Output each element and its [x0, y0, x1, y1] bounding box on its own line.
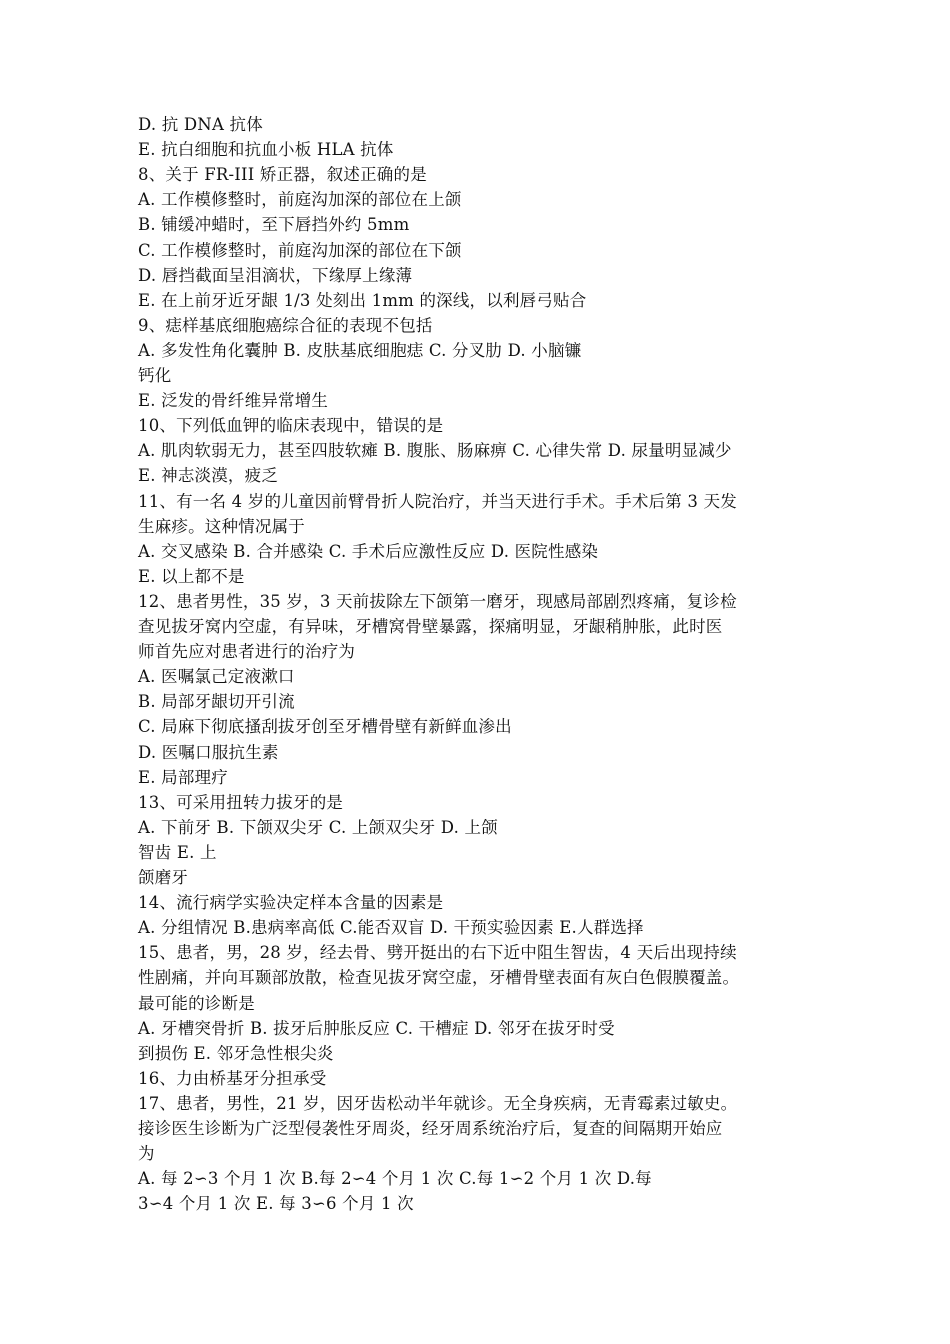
text-line: E. 在上前牙近牙龈 1/3 处刻出 1mm 的深线，以利唇弓贴合: [138, 291, 587, 310]
text-line: 3∽4 个月 1 次 E. 每 3∽6 个月 1 次: [138, 1194, 414, 1213]
text-line: C. 局麻下彻底搔刮拔牙创至牙槽骨壁有新鲜血渗出: [138, 717, 512, 736]
text-line: B. 铺缓冲蜡时，至下唇挡外约 5mm: [138, 215, 410, 234]
text-line: D. 抗 DNA 抗体: [138, 115, 263, 134]
text-line: D. 唇挡截面呈泪滴状，下缘厚上缘薄: [138, 266, 413, 285]
text-line: 15、患者，男，28 岁，经去骨、劈开挺出的右下近中阻生智齿，4 天后出现持续: [138, 943, 737, 962]
text-line: A. 肌肉软弱无力，甚至四肢软瘫 B. 腹胀、肠麻痹 C. 心律失常 D. 尿量明显减少: [138, 441, 732, 460]
text-line: A. 交叉感染 B. 合并感染 C. 手术后应激性反应 D. 医院性感染: [138, 542, 599, 561]
text-line: A. 工作模修整时，前庭沟加深的部位在上颌: [138, 190, 462, 209]
text-line: 16、力由桥基牙分担承受: [138, 1069, 327, 1088]
text-line: E. 抗白细胞和抗血小板 HLA 抗体: [138, 140, 394, 159]
text-line: 11、有一名 4 岁的儿童因前臂骨折人院治疗，并当天进行手术。手术后第 3 天发: [138, 492, 737, 511]
text-line: B. 局部牙龈切开引流: [138, 692, 295, 711]
text-line: 为: [138, 1144, 155, 1163]
text-line: 10、下列低血钾的临床表现中，错误的是: [138, 416, 444, 435]
text-line: 生麻疹。这种情况属于: [138, 517, 305, 536]
text-line: 17、患者，男性，21 岁，因牙齿松动半年就诊。无全身疾病，无青霉素过敏史。: [138, 1094, 738, 1113]
text-line: E. 局部理疗: [138, 768, 228, 787]
text-line: 接诊医生诊断为广泛型侵袭性牙周炎，经牙周系统治疗后，复查的间隔期开始应: [138, 1119, 723, 1138]
text-line: 性剧痛，并向耳颞部放散，检查见拔牙窝空虚，牙槽骨壁表面有灰白色假膜覆盖。: [138, 968, 740, 987]
text-line: 智齿 E. 上: [138, 843, 217, 862]
text-line: A. 每 2∽3 个月 1 次 B.每 2∽4 个月 1 次 C.每 1∽2 个月 1 次 D.每: [138, 1169, 652, 1188]
text-line: 12、患者男性，35 岁，3 天前拔除左下颌第一磨牙，现感局部剧烈疼痛，复诊检: [138, 592, 737, 611]
text-line: E. 神志淡漠，疲乏: [138, 466, 279, 485]
text-line: 师首先应对患者进行的治疗为: [138, 642, 356, 661]
text-line: A. 医嘱氯己定液漱口: [138, 667, 295, 686]
text-line: D. 医嘱口服抗生素: [138, 743, 279, 762]
text-line: A. 下前牙 B. 下颌双尖牙 C. 上颌双尖牙 D. 上颌: [138, 818, 498, 837]
text-line: E. 以上都不是: [138, 567, 245, 586]
text-line: A. 牙槽突骨折 B. 拔牙后肿胀反应 C. 干槽症 D. 邻牙在拔牙时受: [138, 1019, 615, 1038]
text-line: 14、流行病学实验决定样本含量的因素是: [138, 893, 444, 912]
text-line: A. 分组情况 B.患病率高低 C.能否双盲 D. 干预实验因素 E.人群选择: [138, 918, 644, 937]
text-line: 13、可采用扭转力拔牙的是: [138, 793, 344, 812]
text-line: 查见拔牙窝内空虚，有异味，牙槽窝骨壁暴露，探痛明显，牙龈稍肿胀，此时医: [138, 617, 723, 636]
text-line: 钙化: [138, 366, 172, 385]
text-line: 8、关于 FR-III 矫正器，叙述正确的是: [138, 165, 427, 184]
text-line: E. 泛发的骨纤维异常增生: [138, 391, 329, 410]
text-line: 最可能的诊断是: [138, 994, 255, 1013]
text-line: 9、痣样基底细胞癌综合征的表现不包括: [138, 316, 433, 335]
text-line: C. 工作模修整时，前庭沟加深的部位在下颌: [138, 241, 462, 260]
text-line: 颌磨牙: [138, 868, 189, 887]
text-line: 到损伤 E. 邻牙急性根尖炎: [138, 1044, 334, 1063]
text-line: A. 多发性角化囊肿 B. 皮肤基底细胞痣 C. 分叉肋 D. 小脑镰: [138, 341, 582, 360]
